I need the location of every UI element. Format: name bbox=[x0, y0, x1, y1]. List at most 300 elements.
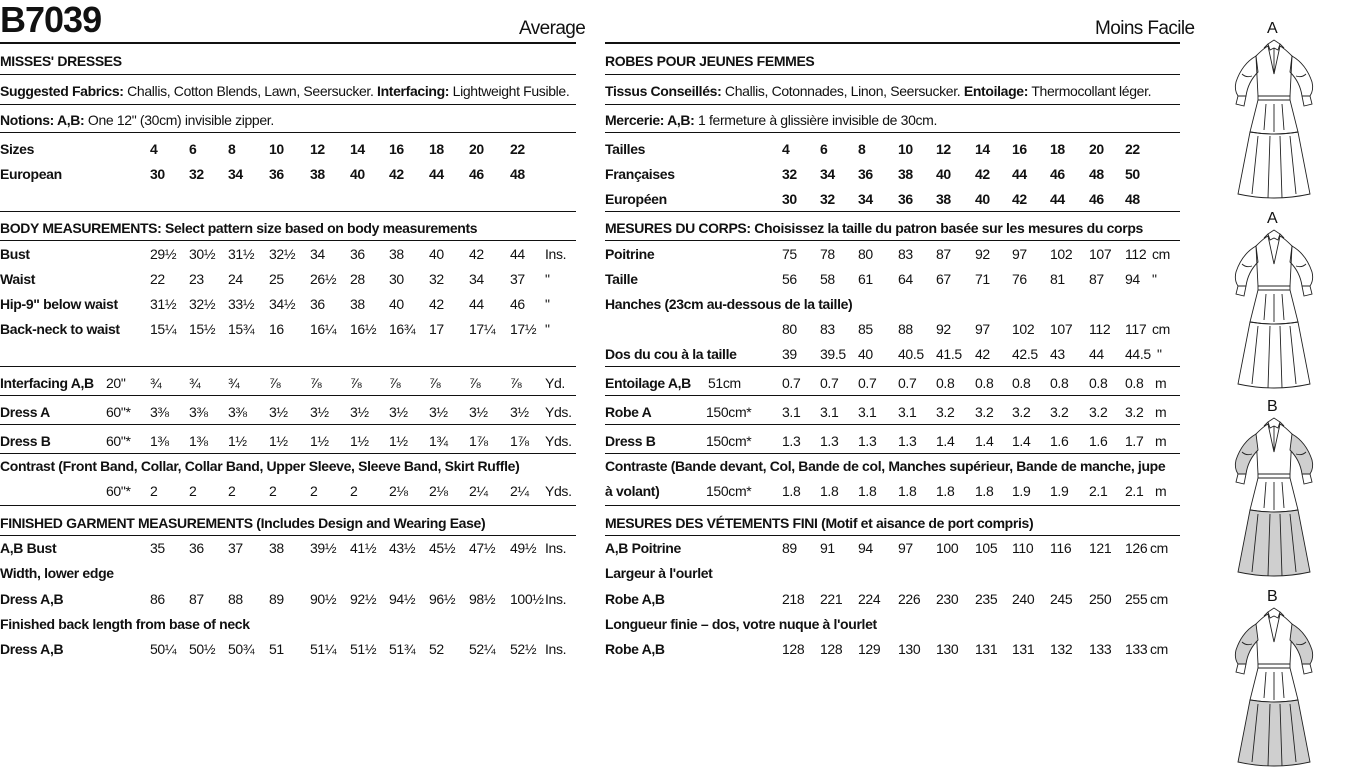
fabrics-text: Challis, Cotonnades, Linon, Seersucker. bbox=[721, 83, 961, 99]
yardage-value: 0.7 bbox=[782, 375, 801, 391]
finished-value: 116 bbox=[1050, 540, 1072, 556]
body-row-value: 29½ bbox=[150, 246, 177, 262]
size-row-value: 4 bbox=[782, 141, 790, 157]
finished-value: 89 bbox=[269, 591, 284, 607]
finished-value: 51¾ bbox=[389, 641, 416, 657]
contrast-value: 1.9 bbox=[1050, 483, 1069, 499]
unit: Ins. bbox=[545, 641, 567, 657]
yardage-value: 3½ bbox=[469, 404, 488, 420]
finished-value: 36 bbox=[189, 540, 204, 556]
size-row-value: 8 bbox=[228, 141, 236, 157]
contrast-value: 2¼ bbox=[510, 483, 529, 499]
finished-value: 130 bbox=[898, 641, 921, 657]
body-row-value: 42 bbox=[429, 296, 444, 312]
contrast-value: 2⅛ bbox=[429, 483, 448, 499]
finished-value: 255 bbox=[1125, 591, 1148, 607]
divider-line bbox=[605, 424, 1180, 425]
body-row-value: 102 bbox=[1050, 246, 1073, 262]
divider-line bbox=[0, 132, 576, 133]
finished-value: 226 bbox=[898, 591, 921, 607]
size-row-value: 20 bbox=[1089, 141, 1104, 157]
yardage-value: 1⅜ bbox=[150, 433, 169, 449]
divider-line bbox=[0, 535, 576, 536]
finished-value: 131 bbox=[975, 641, 998, 657]
yardage-value: 0.8 bbox=[1050, 375, 1069, 391]
notions-text: Notions: A,B: bbox=[0, 112, 85, 128]
body-row-value: 56 bbox=[782, 271, 797, 287]
body-title-text: MESURES DU CORPS: bbox=[605, 220, 751, 236]
size-row-value: 48 bbox=[510, 166, 525, 182]
finished-value: 221 bbox=[820, 591, 843, 607]
finished-value: 50¼ bbox=[150, 641, 177, 657]
divider-line bbox=[605, 104, 1180, 105]
size-row-value: 16 bbox=[1012, 141, 1027, 157]
finished-row-label: Dress A,B bbox=[0, 591, 64, 607]
body-row-value: 30½ bbox=[189, 246, 216, 262]
yardage-value: ¾ bbox=[150, 375, 162, 391]
body-row-value: 16¼ bbox=[310, 321, 337, 337]
yardage-value: 3⅜ bbox=[150, 404, 169, 420]
yardage-label: Robe A bbox=[605, 404, 652, 420]
yardage-value: 0.7 bbox=[820, 375, 839, 391]
yardage-value: 1.3 bbox=[858, 433, 877, 449]
divider-line bbox=[0, 240, 576, 241]
body-row-value: 34 bbox=[310, 246, 325, 262]
hip-row-value: 85 bbox=[858, 321, 873, 337]
body-row-label: Taille bbox=[605, 271, 638, 287]
finished-value: 98½ bbox=[469, 591, 496, 607]
contrast-value: 1.8 bbox=[936, 483, 955, 499]
body-row-value: 23 bbox=[189, 271, 204, 287]
unit: cm bbox=[1152, 321, 1170, 337]
size-row-value: 8 bbox=[858, 141, 866, 157]
body-row-value: 16 bbox=[269, 321, 284, 337]
body-row-label: Waist bbox=[0, 271, 36, 287]
yardage-value: 1½ bbox=[228, 433, 247, 449]
body-row-value: 31½ bbox=[150, 296, 177, 312]
unit: Yd. bbox=[545, 375, 565, 391]
fabric-width: 150cm* bbox=[706, 483, 752, 499]
size-row-value: 32 bbox=[189, 166, 204, 182]
yardage-label: Entoilage A,B bbox=[605, 375, 691, 391]
size-row-value: 42 bbox=[975, 166, 990, 182]
size-row-value: 20 bbox=[469, 141, 484, 157]
unit: Ins. bbox=[545, 540, 567, 556]
unit: Yds. bbox=[545, 433, 572, 449]
size-row-value: 46 bbox=[1050, 166, 1065, 182]
yardage-value: 3.2 bbox=[936, 404, 955, 420]
hip-row-value: 92 bbox=[936, 321, 951, 337]
finished-value: 52 bbox=[429, 641, 444, 657]
unit: m bbox=[1155, 433, 1167, 449]
back-row-value: 44 bbox=[1089, 346, 1104, 362]
unit: cm bbox=[1150, 641, 1168, 657]
size-row-value: 44 bbox=[429, 166, 444, 182]
unit: Yds. bbox=[545, 483, 572, 499]
finished-value: 51¼ bbox=[310, 641, 337, 657]
yardage-value: 3.1 bbox=[820, 404, 839, 420]
notions bbox=[0, 112, 274, 128]
finished-value: 132 bbox=[1050, 641, 1073, 657]
size-row-value: 34 bbox=[820, 166, 835, 182]
size-row-value: 40 bbox=[350, 166, 365, 182]
fabric-width: 20" bbox=[106, 375, 126, 391]
yardage-value: 3.2 bbox=[1050, 404, 1069, 420]
yardage-value: ⅞ bbox=[389, 375, 401, 391]
size-row-label: Françaises bbox=[605, 166, 675, 182]
unit: " bbox=[1152, 271, 1157, 287]
hip-row-value: 112 bbox=[1089, 321, 1111, 337]
yardage-value: 3.2 bbox=[1012, 404, 1031, 420]
size-row-value: 14 bbox=[975, 141, 990, 157]
finished-value: 131 bbox=[1012, 641, 1035, 657]
finished-value: 52¼ bbox=[469, 641, 496, 657]
contrast-value: 2.1 bbox=[1089, 483, 1108, 499]
body-row-value: 42 bbox=[469, 246, 484, 262]
yardage-value: ⅞ bbox=[469, 375, 481, 391]
contrast-value: 2 bbox=[150, 483, 158, 499]
fabric-width: 60"* bbox=[106, 483, 131, 499]
contrast-value: 2 bbox=[350, 483, 358, 499]
yardage-value: 3½ bbox=[269, 404, 288, 420]
finished-value: 250 bbox=[1089, 591, 1112, 607]
contrast-value: 1.9 bbox=[1012, 483, 1031, 499]
body-title-text: Choisissez la taille du patron basée sur les mesures du corps bbox=[750, 220, 1143, 236]
dress-illustration bbox=[1224, 224, 1324, 394]
yardage-value: 0.8 bbox=[975, 375, 994, 391]
size-row-value: 16 bbox=[389, 141, 404, 157]
size-row-value: 30 bbox=[150, 166, 165, 182]
size-row-value: 36 bbox=[898, 191, 913, 207]
finished-value: 45½ bbox=[429, 540, 456, 556]
yardage-value: 1.4 bbox=[936, 433, 955, 449]
size-row-value: 42 bbox=[389, 166, 404, 182]
finished-value: 218 bbox=[782, 591, 805, 607]
finished-title: FINISHED GARMENT MEASUREMENTS (Includes Design and Wearing Ease) bbox=[0, 515, 486, 531]
finished-value: 96½ bbox=[429, 591, 456, 607]
finished-value: 51 bbox=[269, 641, 284, 657]
yardage-value: 3½ bbox=[350, 404, 369, 420]
finished-value: 224 bbox=[858, 591, 881, 607]
size-row-value: 34 bbox=[858, 191, 873, 207]
finished-row-label: Dress A,B bbox=[0, 641, 64, 657]
finished-row-label: A,B Bust bbox=[0, 540, 57, 556]
body-row-value: 26½ bbox=[310, 271, 337, 287]
contrast-value: 2 bbox=[310, 483, 318, 499]
divider-line bbox=[605, 42, 1180, 44]
finished-value: 39½ bbox=[310, 540, 337, 556]
size-row-value: 34 bbox=[228, 166, 243, 182]
divider-line bbox=[605, 74, 1180, 75]
size-row-value: 32 bbox=[782, 166, 797, 182]
hip-row-value: 107 bbox=[1050, 321, 1073, 337]
finished-value: 43½ bbox=[389, 540, 416, 556]
notions-text: Mercerie: A,B: bbox=[605, 112, 695, 128]
finished-value: 128 bbox=[820, 641, 843, 657]
finished-sub-label: Largeur à l'ourlet bbox=[605, 565, 713, 581]
view-letter: B bbox=[1267, 588, 1278, 605]
size-row-value: 6 bbox=[189, 141, 197, 157]
yardage-value: 1.3 bbox=[820, 433, 839, 449]
divider-line bbox=[605, 366, 1180, 367]
yardage-value: 1½ bbox=[350, 433, 369, 449]
body-row-value: 15½ bbox=[189, 321, 216, 337]
size-row-value: 50 bbox=[1125, 166, 1140, 182]
finished-value: 110 bbox=[1012, 540, 1034, 556]
finished-value: 105 bbox=[975, 540, 998, 556]
body-row-value: 46 bbox=[510, 296, 525, 312]
unit: m bbox=[1155, 375, 1167, 391]
back-row-value: 39.5 bbox=[820, 346, 846, 362]
body-row-value: 71 bbox=[975, 271, 990, 287]
yardage-value: 0.8 bbox=[1012, 375, 1031, 391]
body-row-label: Hip-9" below waist bbox=[0, 296, 118, 312]
yardage-value: 3.1 bbox=[858, 404, 877, 420]
size-row-value: 40 bbox=[975, 191, 990, 207]
fabric-width: 51cm bbox=[708, 375, 741, 391]
dress-illustration bbox=[1224, 34, 1324, 204]
back-row-value: 43 bbox=[1050, 346, 1065, 362]
fabrics-text: Suggested Fabrics: bbox=[0, 83, 124, 99]
yardage-value: 3.2 bbox=[975, 404, 994, 420]
view-letter: B bbox=[1267, 398, 1278, 415]
size-row-value: 6 bbox=[820, 141, 828, 157]
body-row-value: 58 bbox=[820, 271, 835, 287]
yardage-value: 0.7 bbox=[858, 375, 877, 391]
size-row-value: 30 bbox=[782, 191, 797, 207]
finished-value: 100 bbox=[936, 540, 959, 556]
hip-row-value: 80 bbox=[782, 321, 797, 337]
unit: m bbox=[1155, 483, 1167, 499]
finished-title: MESURES DES VÉTEMENTS FINI (Motif et aisance de port compris) bbox=[605, 515, 1034, 531]
finished-value: 41½ bbox=[350, 540, 377, 556]
finished-value: 89 bbox=[782, 540, 797, 556]
body-row-value: 38 bbox=[350, 296, 365, 312]
finished-value: 133 bbox=[1125, 641, 1148, 657]
yardage-value: ⅞ bbox=[269, 375, 281, 391]
contrast-value: 2 bbox=[269, 483, 277, 499]
finished-value: 35 bbox=[150, 540, 165, 556]
size-row-label: European bbox=[0, 166, 62, 182]
yardage-value: 1.3 bbox=[898, 433, 917, 449]
contrast-value: 2 bbox=[189, 483, 197, 499]
yardage-value: 3.2 bbox=[1125, 404, 1144, 420]
hip-row-value: 117 bbox=[1125, 321, 1147, 337]
yardage-value: 1⅜ bbox=[189, 433, 208, 449]
contrast-value: 1.8 bbox=[975, 483, 994, 499]
body-row-value: 81 bbox=[1050, 271, 1065, 287]
size-row-value: 48 bbox=[1089, 166, 1104, 182]
hip-label: Hanches (23cm au-dessous de la taille) bbox=[605, 296, 853, 312]
body-row-value: 40 bbox=[429, 246, 444, 262]
yardage-value: 1⅞ bbox=[510, 433, 529, 449]
difficulty-level: Average bbox=[519, 18, 586, 39]
divider-line bbox=[605, 453, 1180, 454]
back-row-value: 42 bbox=[975, 346, 990, 362]
body-row-value: 17¼ bbox=[469, 321, 496, 337]
body-row-value: 64 bbox=[898, 271, 913, 287]
yardage-value: ⅞ bbox=[429, 375, 441, 391]
size-row-value: 40 bbox=[936, 166, 951, 182]
finished-row-label: Robe A,B bbox=[605, 641, 665, 657]
yardage-value: 1.6 bbox=[1089, 433, 1108, 449]
body-row-value: 36 bbox=[350, 246, 365, 262]
contrast-value: 1.8 bbox=[820, 483, 839, 499]
size-row-label: Européen bbox=[605, 191, 667, 207]
yardage-value: 3.1 bbox=[898, 404, 917, 420]
yardage-value: ⅞ bbox=[310, 375, 322, 391]
finished-value: 245 bbox=[1050, 591, 1073, 607]
divider-line bbox=[0, 424, 576, 425]
fabric-width: 60"* bbox=[106, 433, 131, 449]
unit: m bbox=[1155, 404, 1167, 420]
finished-value: 38 bbox=[269, 540, 284, 556]
size-row-value: 48 bbox=[1125, 191, 1140, 207]
body-row-value: 33½ bbox=[228, 296, 255, 312]
contrast-value: 2¼ bbox=[469, 483, 488, 499]
body-row-value: 17 bbox=[429, 321, 444, 337]
unit: " bbox=[545, 321, 550, 337]
finished-value: 91 bbox=[820, 540, 835, 556]
finished-value: 86 bbox=[150, 591, 165, 607]
body-row-value: 32 bbox=[429, 271, 444, 287]
yardage-value: 1.7 bbox=[1125, 433, 1144, 449]
dress-illustration bbox=[1224, 602, 1324, 772]
contrast-value: 2⅛ bbox=[389, 483, 408, 499]
body-row-value: 97 bbox=[1012, 246, 1027, 262]
body-row-value: 67 bbox=[936, 271, 951, 287]
hip-row-value: 83 bbox=[820, 321, 835, 337]
finished-value: 133 bbox=[1089, 641, 1112, 657]
body-title-text: BODY MEASUREMENTS: bbox=[0, 220, 162, 236]
body-row-value: 83 bbox=[898, 246, 913, 262]
unit: cm bbox=[1150, 591, 1168, 607]
view-letter: A bbox=[1267, 210, 1278, 227]
size-row-value: 22 bbox=[510, 141, 525, 157]
yardage-value: 3.2 bbox=[1089, 404, 1108, 420]
body-row-value: 22 bbox=[150, 271, 165, 287]
size-row-value: 18 bbox=[429, 141, 444, 157]
section-heading: MISSES' DRESSES bbox=[0, 53, 122, 69]
notions-text: One 12" (30cm) invisible zipper. bbox=[84, 112, 274, 128]
body-row-value: 30 bbox=[389, 271, 404, 287]
unit: cm bbox=[1152, 246, 1170, 262]
body-row-value: 17½ bbox=[510, 321, 537, 337]
body-measurements-title bbox=[0, 220, 477, 236]
yardage-value: 3.1 bbox=[782, 404, 801, 420]
body-row-value: 34 bbox=[469, 271, 484, 287]
back-row-value: 42.5 bbox=[1012, 346, 1038, 362]
finished-value: 49½ bbox=[510, 540, 537, 556]
yardage-value: 0.8 bbox=[936, 375, 955, 391]
yardage-value: 3½ bbox=[429, 404, 448, 420]
contrast-label: Contraste (Bande devant, Col, Bande de col, Manches supérieur, Bande de manche, jupe bbox=[605, 458, 1166, 474]
size-row-label: Sizes bbox=[0, 141, 35, 157]
finished-value: 126 bbox=[1125, 540, 1148, 556]
yardage-value: 1½ bbox=[269, 433, 288, 449]
back-row-value: 40.5 bbox=[898, 346, 924, 362]
section-heading: ROBES POUR JEUNES FEMMES bbox=[605, 53, 815, 69]
suggested-fabrics-fr bbox=[605, 83, 1151, 99]
body-row-value: 80 bbox=[858, 246, 873, 262]
unit: " bbox=[545, 271, 550, 287]
yardage-value: 3½ bbox=[389, 404, 408, 420]
fabrics-text: Thermocollant léger. bbox=[1028, 83, 1152, 99]
body-row-label: Bust bbox=[0, 246, 30, 262]
divider-line bbox=[0, 211, 576, 212]
finished-value: 128 bbox=[782, 641, 805, 657]
yardage-value: 1.3 bbox=[782, 433, 801, 449]
size-row-value: 10 bbox=[269, 141, 284, 157]
size-row-value: 22 bbox=[1125, 141, 1140, 157]
fabrics-text: Challis, Cotton Blends, Lawn, Seersucker. bbox=[123, 83, 374, 99]
unit: Ins. bbox=[545, 591, 567, 607]
unit: cm bbox=[1150, 540, 1168, 556]
yardage-label: Dress B bbox=[0, 433, 51, 449]
finished-value: 47½ bbox=[469, 540, 496, 556]
fabric-width: 60"* bbox=[106, 404, 131, 420]
body-row-value: 76 bbox=[1012, 271, 1027, 287]
fabric-width: 150cm* bbox=[706, 433, 752, 449]
yardage-value: ¾ bbox=[228, 375, 240, 391]
body-row-value: 28 bbox=[350, 271, 365, 287]
body-row-value: 32½ bbox=[269, 246, 296, 262]
finished-value: 230 bbox=[936, 591, 959, 607]
body-row-value: 94 bbox=[1125, 271, 1140, 287]
size-row-value: 32 bbox=[820, 191, 835, 207]
back-row-value: 39 bbox=[782, 346, 797, 362]
size-row-value: 36 bbox=[858, 166, 873, 182]
body-row-value: 92 bbox=[975, 246, 990, 262]
body-row-label: Back-neck to waist bbox=[0, 321, 120, 337]
fabrics-text: Interfacing: bbox=[373, 83, 450, 99]
body-row-value: 34½ bbox=[269, 296, 296, 312]
body-row-value: 112 bbox=[1125, 246, 1147, 262]
dress-illustration bbox=[1224, 412, 1324, 582]
divider-line bbox=[0, 42, 576, 44]
contrast-label: à volant) bbox=[605, 483, 660, 499]
body-row-value: 37 bbox=[510, 271, 525, 287]
body-row-value: 15¾ bbox=[228, 321, 255, 337]
divider-line bbox=[605, 535, 1180, 536]
body-row-value: 16¾ bbox=[389, 321, 416, 337]
divider-line bbox=[0, 74, 576, 75]
yardage-value: 3½ bbox=[310, 404, 329, 420]
finished-value: 97 bbox=[898, 540, 913, 556]
finished-value: 121 bbox=[1089, 540, 1112, 556]
finished-sub-label: Width, lower edge bbox=[0, 565, 114, 581]
suggested-fabrics bbox=[0, 83, 569, 99]
finished-value: 129 bbox=[858, 641, 881, 657]
divider-line bbox=[0, 104, 576, 105]
body-row-value: 107 bbox=[1089, 246, 1112, 262]
contrast-value: 1.8 bbox=[782, 483, 801, 499]
finished-value: 92½ bbox=[350, 591, 377, 607]
body-row-value: 75 bbox=[782, 246, 797, 262]
yardage-value: 1½ bbox=[389, 433, 408, 449]
back-row-value: 41.5 bbox=[936, 346, 962, 362]
size-row-value: 38 bbox=[936, 191, 951, 207]
yardage-value: 1⅞ bbox=[469, 433, 488, 449]
body-row-value: 15¼ bbox=[150, 321, 177, 337]
finished-value: 51½ bbox=[350, 641, 377, 657]
yardage-value: 1.4 bbox=[1012, 433, 1031, 449]
unit: Ins. bbox=[545, 246, 567, 262]
hip-row-value: 97 bbox=[975, 321, 990, 337]
fabrics-text: Tissus Conseillés: bbox=[605, 83, 722, 99]
finished-value: 100½ bbox=[510, 591, 544, 607]
divider-line bbox=[605, 395, 1180, 396]
